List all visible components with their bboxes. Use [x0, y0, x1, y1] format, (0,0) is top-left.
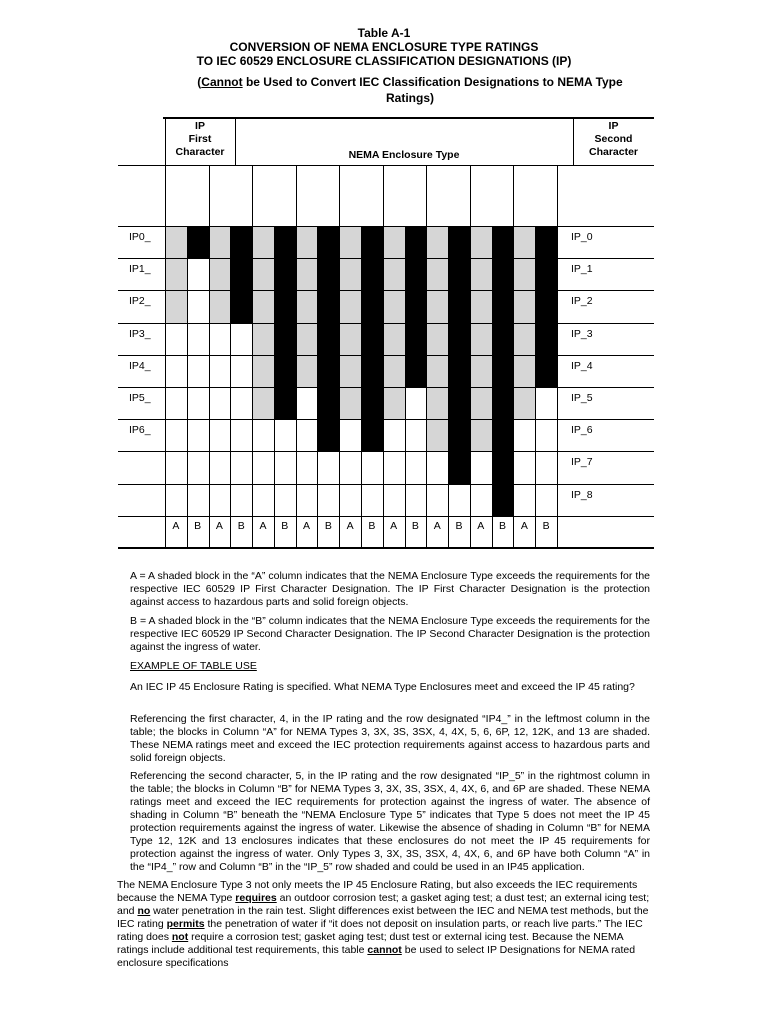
- ab-column-label: B: [411, 520, 419, 532]
- table-number: Table A-1: [357, 26, 411, 40]
- paragraph-run: an outdoor corrosion test; a gasket aging test; a dust test; an external icing test; and: [117, 892, 650, 917]
- ip-second-row-label: IP_1: [571, 263, 593, 276]
- ab-column-label: A: [172, 520, 180, 532]
- ip-second-row-label: IP_4: [571, 359, 593, 372]
- table-bottom-border: [118, 547, 654, 549]
- table-title-line2: TO IEC 60529 ENCLOSURE CLASSIFICATION DESIGNATIONS (IP): [196, 54, 572, 68]
- shade-block: [426, 226, 448, 451]
- ip-first-row-label: IP5_: [129, 392, 151, 404]
- row-line: [118, 355, 654, 356]
- emphasis-word: cannot: [367, 944, 402, 956]
- col-line: [317, 226, 318, 547]
- ip-first-row-label: IP6_: [129, 424, 151, 437]
- col-line: [448, 226, 449, 547]
- col-line: [274, 226, 275, 547]
- ab-column-label: A: [520, 520, 528, 532]
- paragraph-run: require a corrosion test; gasket aging test; dust test or external icing test. Because the NEMA ratings include additional test requirements, this table: [117, 931, 624, 956]
- col-line: [492, 226, 493, 547]
- ab-column-label: A: [390, 520, 398, 532]
- example-paragraph-3: [117, 879, 653, 970]
- shade-block: [405, 226, 427, 387]
- ip-first-row-label: IP3_: [129, 327, 151, 340]
- shade-block: [535, 226, 557, 387]
- ab-column-label: B: [455, 520, 463, 532]
- ab-column-label: B: [281, 520, 289, 532]
- nema-enclosure-type-header: NEMA Enclosure Type: [348, 149, 460, 161]
- col-line: [165, 117, 166, 547]
- col-line: [230, 226, 231, 547]
- row-line: [118, 516, 654, 517]
- table-title-line1: CONVERSION OF NEMA ENCLOSURE TYPE RATINGS: [229, 40, 539, 54]
- emphasis-word: not: [171, 931, 189, 943]
- shade-block: [187, 226, 209, 258]
- shade-block: [361, 226, 383, 451]
- shade-block: [296, 226, 318, 387]
- ab-column-label: B: [499, 520, 507, 532]
- note-a: A = A shaded block in the “A” column indicates that the NEMA Enclosure Type exceeds the requirements for the respective IEC 60529 IP First Character Designation. The IP First Character Designation is the protection against access to hazardous parts and solid foreign objects.: [130, 570, 650, 608]
- col-line: [361, 226, 362, 547]
- col-line: [405, 226, 406, 547]
- ab-column-label: A: [346, 520, 354, 532]
- ab-column-label: B: [324, 520, 332, 532]
- col-line: [557, 165, 558, 547]
- paragraph-run: The NEMA Enclosure Type 3 not only meets the IP 45 Enclosure Rating, but also exceeds the IEC requirements because the NEMA Type: [117, 879, 638, 904]
- ip-first-row-label: IP1_: [129, 263, 151, 276]
- example-paragraph-2: Referencing the second character, 5, in the IP rating and the row designated “IP_5” in the rightmost column in the table; the blocks in Column “B” for NEMA Types 3, 3X, 3S, 3SX, 4, 4X, 6, and 6P are shaded. These NEMA ratings meet and exceed the IEC requirements for protection against the ingress of water. The absence of shading in Column “B” beneath the “NEMA Enclosure Type 5” indicates that Type 5 does not meet the IP 45 protection requirements against the ingress of water. Likewise the absence of shading in Column “B” for NEMA Type 12, 12K and 13 enclosures indicates that these enclosures do not meet the IP 45 requirements for protection against the ingress of water. Only Types 3, 3X, 3S, 3SX, 4, 4X, 6, and 6P have both Column “A” in the “IP4_” row and Column “B” in the “IP_5” row shaded and could be used in an IP45 application.: [130, 770, 650, 873]
- table-top-border: [163, 117, 654, 119]
- row-line: [118, 484, 654, 485]
- col-line: [296, 165, 297, 547]
- ip-first-row-label: IP2_: [129, 295, 151, 308]
- paragraph-run: water penetration in the rain test. Slight differences exist between the IEC and NEMA test methods, but the IEC rating: [117, 905, 649, 930]
- example-heading: EXAMPLE OF TABLE USE: [130, 660, 257, 672]
- ab-column-label: A: [477, 520, 485, 532]
- col-line: [209, 165, 210, 547]
- ip-second-row-label: IP_2: [571, 295, 593, 308]
- ip-second-row-label: IP_0: [571, 231, 593, 243]
- col-line: [513, 165, 514, 547]
- ab-column-label: B: [194, 520, 202, 532]
- ip-first-character-header: IP First Character: [175, 120, 225, 158]
- example-paragraph-1: Referencing the first character, 4, in the IP rating and the row designated “IP4_” in the leftmost column in the table; the blocks in Column “A” for NEMA Types 3, 3X, 3S, 3SX, 4, 4X, 5, 6, 6P, 12, 12K, and 13 are shaded. These NEMA ratings meet and exceed the IEC protection requirements against access to hazardous parts and solid foreign objects.: [130, 713, 650, 764]
- col-line: [470, 165, 471, 547]
- shade-block: [470, 226, 492, 451]
- shade-block: [165, 226, 187, 323]
- ab-column-label: B: [237, 520, 245, 532]
- ab-column-label: B: [542, 520, 550, 532]
- emphasis-word: requires: [235, 892, 277, 904]
- ip-second-row-label: IP_5: [571, 392, 593, 404]
- ip-second-row-label: IP_7: [571, 456, 593, 469]
- paragraph-run: be used to select IP Designations for NEMA rated enclosure specifications: [117, 944, 636, 969]
- ip-second-row-label: IP_3: [571, 327, 593, 340]
- table-subtitle: (Cannot be Used to Convert IEC Classification Designations to NEMA Type Ratings): [197, 75, 623, 105]
- ip-first-row-label: IP0_: [129, 231, 151, 243]
- paragraph-run: the penetration of water if “it does not deposit on insulation parts, or reach live parts.” The IEC rating does: [117, 918, 643, 943]
- col-line: [252, 165, 253, 547]
- col-line: [187, 226, 188, 547]
- emphasis-word: permits: [166, 918, 205, 930]
- header-divider: [118, 165, 654, 166]
- ip-second-row-label: IP_8: [571, 488, 593, 501]
- ip-second-row-label: IP_6: [571, 424, 593, 437]
- ab-column-label: B: [368, 520, 376, 532]
- row-line: [118, 258, 654, 259]
- col-line: [339, 165, 340, 547]
- row-line: [118, 323, 654, 324]
- row-line: [118, 451, 654, 452]
- col-line: [535, 226, 536, 547]
- example-question: An IEC IP 45 Enclosure Rating is specified. What NEMA Type Enclosures meet and exceed the IP 45 rating?: [130, 681, 635, 693]
- row-line: [118, 290, 654, 291]
- row-line: [118, 419, 654, 420]
- note-b: B = A shaded block in the “B” column indicates that the NEMA Enclosure Type exceeds the requirements for the respective IEC 60529 IP Second Character Designation. The IP Second Character Designation is the protection against the ingress of water.: [130, 615, 650, 653]
- ab-column-label: A: [433, 520, 441, 532]
- col-line: [383, 165, 384, 547]
- shade-block: [492, 226, 514, 516]
- shade-block: [209, 226, 231, 323]
- ab-column-label: A: [303, 520, 311, 532]
- row-line: [118, 226, 654, 227]
- shade-block: [317, 226, 339, 451]
- emphasis-word: no: [137, 905, 151, 917]
- ab-column-label: A: [259, 520, 267, 532]
- ip-second-character-header: IP Second Character: [588, 120, 639, 158]
- row-line: [118, 387, 654, 388]
- shade-block: [230, 226, 252, 323]
- col-line: [426, 165, 427, 547]
- ab-column-label: A: [215, 520, 223, 532]
- ip-first-row-label: IP4_: [129, 359, 151, 372]
